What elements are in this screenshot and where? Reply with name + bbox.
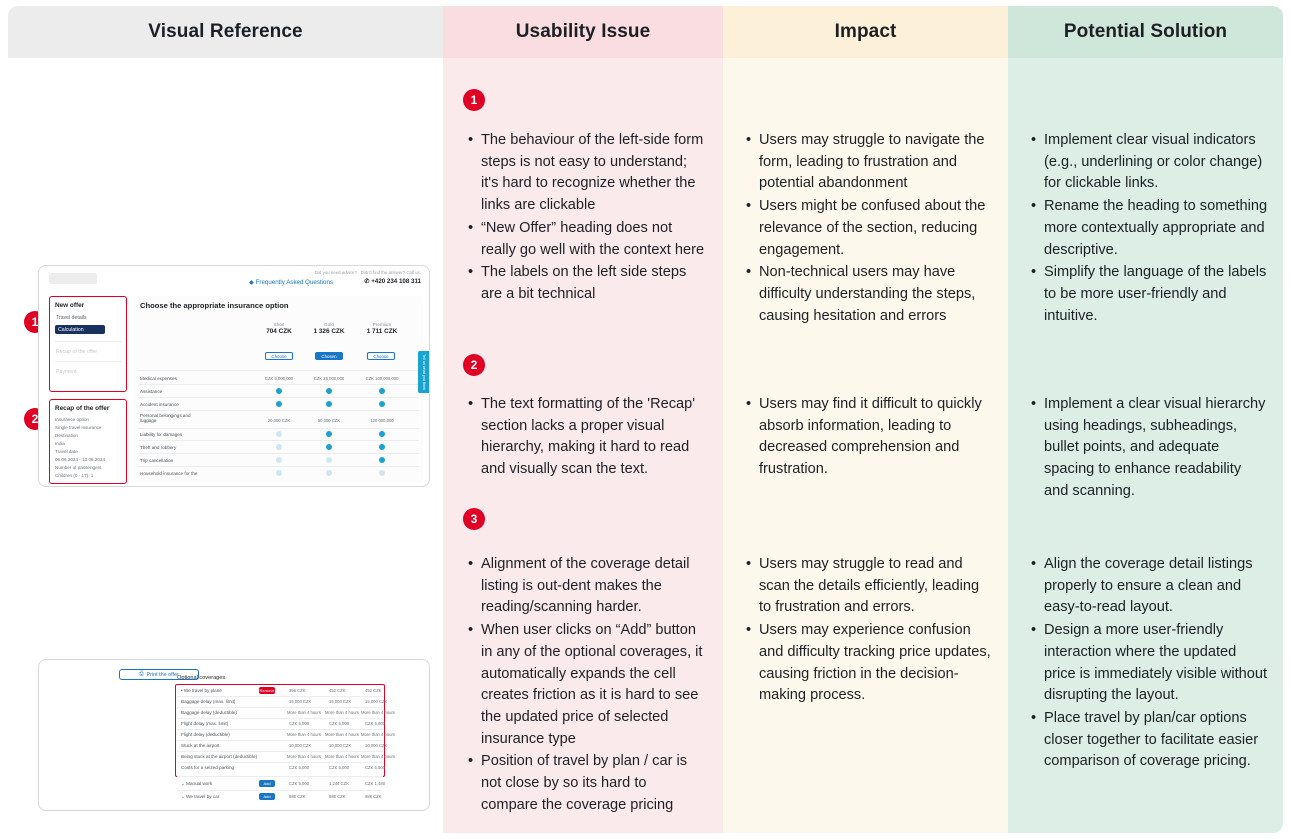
mock-recap-item-3: India [55, 441, 65, 446]
mock-check-2-0 [276, 401, 282, 407]
mock2-row-5-val-2: 10,000 CZK [365, 743, 388, 748]
mock2-row-8-val-2: CZK 1,480 [365, 781, 386, 786]
solution-block-3 [1030, 554, 1269, 774]
mock-row-divider-5 [138, 453, 419, 454]
mock2-row-2-val-0: More than 4 hours [287, 710, 321, 715]
mock2-row-0-val-1: 452 CZK [329, 688, 346, 693]
mock-recap-item-6: Number of passengers [55, 465, 102, 470]
column-header-potential-solution-label: Potential Solution [1063, 21, 1228, 42]
mock2-row-8-val-1: 1,244 CZK [329, 781, 350, 786]
column-header-visual-reference [8, 6, 443, 58]
mock-check-1-2 [379, 388, 385, 394]
mock2-row-6-val-2: More than 4 hours [361, 754, 395, 759]
column-header-usability-issue [443, 6, 723, 58]
impact-block-2 [745, 394, 992, 482]
mock2-row-4-label: Flight delay (deductible) [181, 732, 230, 737]
mock-check-7-1 [326, 470, 332, 476]
column-header-impact [723, 6, 1008, 58]
mock-form-step-recap[interactable]: Recap of the offer [56, 349, 98, 355]
mock-plan-1-button[interactable] [315, 352, 343, 360]
potential-solution-column [1008, 58, 1283, 833]
mock-coverage-row-0-val-1: CZK 25,000,000 [313, 376, 345, 381]
issue-badge-1 [463, 89, 485, 111]
mock-answer-note-label: Didn't find the answer? Call us. [360, 270, 421, 275]
mock2-row-7-label: Costs for a seized parking [181, 765, 235, 770]
mock2-row-0-label: • We travel by plane [181, 688, 222, 693]
printer-icon: ⎙ [139, 671, 144, 677]
column-header-impact-label: Impact [834, 21, 897, 42]
mock-print-offer-button-label: Print the offer [146, 671, 179, 678]
screenshot-mock-calculation [38, 265, 430, 487]
impact-1-item-1: • Users might be confused about the relevance of the section, reducing engagement. [745, 196, 992, 261]
mock-faq-link[interactable]: ◆ Frequently Asked Questions [249, 279, 333, 286]
mock-recap-item-5: 06.06.2024 - 13.06.2024 [55, 457, 106, 462]
mock-coverage-row-0-val-2: CZK 100,000,000 [365, 376, 399, 381]
issue-block-1 [467, 130, 705, 307]
mock-form-step-calculation[interactable] [55, 325, 105, 334]
mock-form-step-travel-details[interactable]: Travel details [56, 315, 87, 321]
impact-3-item-0: • Users may struggle to read and scan the details efficiently, leading to frustration and errors. [745, 554, 992, 619]
mock2-row-1-val-1: 15,000 CZK [329, 699, 352, 704]
usability-issue-column [443, 58, 723, 833]
mock2-row-9-val-1: 988 CZK [329, 794, 346, 799]
impact-3-item-1: • Users may experience confusion and difficulty tracking price updates, causing friction in the decision-making process. [745, 620, 992, 707]
mock-plan-0-name: Short [273, 322, 285, 327]
mock-form-step-calculation-label: Calculation [58, 327, 84, 333]
solution-1-item-0: • Implement clear visual indicators (e.g., underlining or color change) for clickable links. [1030, 130, 1269, 195]
mock-feedback-tab-label: Tell us what you think [422, 354, 426, 391]
mock2-divider-5 [177, 751, 383, 752]
mock-check-6-2 [379, 457, 385, 463]
mock2-row-9-text: We travel by car [186, 794, 220, 799]
mock-recap-panel [49, 399, 127, 484]
mock2-row-3-val-1: CZK 5,000 [329, 721, 350, 726]
mock-table-divider [138, 370, 419, 371]
solution-3-item-0: • Align the coverage detail listings properly to ensure a clean and easy-to-read layout. [1030, 554, 1269, 619]
mock2-divider-4 [177, 740, 383, 741]
mock-plan-2-button[interactable] [367, 352, 395, 360]
mock2-row-1-val-0: 15,000 CZK [289, 699, 312, 704]
solution-1-item-2: • Simplify the language of the labels to be more user-friendly and intuitive. [1030, 262, 1269, 327]
mock2-row-8-text: Manual work [186, 781, 213, 786]
mock-recap-item-4: Travel date [55, 449, 78, 454]
mock-plan-0-button[interactable] [265, 352, 293, 360]
mock-check-6-0 [276, 457, 282, 463]
mock2-divider-3 [177, 729, 383, 730]
mock-check-5-2 [379, 444, 385, 450]
mock-row-divider-3 [138, 428, 419, 429]
column-header-potential-solution [1008, 6, 1283, 58]
issue-badge-3-label: 3 [470, 512, 478, 526]
issue-3-item-2: • Position of travel by plan / car is not close by so its hard to compare the coverage pricing [467, 751, 705, 816]
column-header-visual-reference-label: Visual Reference [148, 21, 303, 42]
mock-coverage-row-7-label: Household insurance for the [140, 471, 198, 476]
mock-check-2-2 [379, 401, 385, 407]
mock-recap-title: Recap of the offer [55, 405, 110, 412]
mock-feedback-tab[interactable] [418, 351, 429, 393]
mock-coverage-row-3-val-0: 20,000 CZK [267, 418, 291, 423]
mock-recap-item-1: Single travel insurance [55, 425, 102, 430]
mock-plan-1-button-label: Chosen [321, 353, 337, 359]
mock-plan-2-name: Premium [372, 322, 392, 327]
mock-row-divider-1 [138, 397, 419, 398]
mock2-row-2-val-2: More than 4 hours [361, 710, 395, 715]
mock-row-divider-4 [138, 440, 419, 441]
mock-coverage-row-2-label: Accident insurance [140, 402, 179, 407]
mock-coverage-row-1-label: Assistance [140, 389, 163, 394]
mock2-divider-2 [177, 718, 383, 719]
mock-coverage-row-3-val-1: 50,000 CZK [317, 418, 341, 423]
mock-offer-table-title: Choose the appropriate insurance option [140, 301, 289, 310]
mock2-row-2-label: Baggage delay (deductible) [181, 710, 237, 715]
screenshot-mock-optional-coverages [38, 659, 430, 811]
mock-optional-coverages-title: Optional coverages [177, 675, 226, 681]
issue-1-item-0: • The behaviour of the left-side form steps is not easy to understand; it's hard to recognize whether the links are clickable [467, 130, 705, 217]
issue-block-3 [467, 554, 705, 817]
mock2-row-6-val-0: More than 4 hours [287, 754, 321, 759]
mock-offer-table [134, 296, 423, 482]
issue-badge-3 [463, 508, 485, 530]
issue-3-item-1: • When user clicks on “Add” button in any of the optional coverages, it automatically expands the cell creates friction as it is hard to see the updated price of selected insurance type [467, 620, 705, 750]
mock2-row-7-val-2: CZK 5,000 [365, 765, 386, 770]
impact-block-1 [745, 130, 992, 328]
mock-row-divider-2 [138, 410, 419, 411]
mock-plan-0-button-label: Choose [271, 353, 287, 359]
issue-badge-2 [463, 354, 485, 376]
mock-advice-note [315, 270, 421, 275]
mock2-row-2-val-1: More than 4 hours [325, 710, 359, 715]
mock-coverage-row-4-label: Liability for damages [140, 432, 183, 437]
mock2-row-8-action[interactable] [259, 780, 275, 787]
mock-plan-2-button-label: Choose [373, 353, 389, 359]
mock2-row-4-val-2: More than 4 hours [361, 732, 395, 737]
mock2-row-0-text: We travel by plane [183, 688, 222, 693]
mock2-row-8-label: ⌄ Manual work [181, 781, 213, 786]
mock2-row-9-action[interactable] [259, 793, 275, 800]
mock-row-divider-0 [138, 384, 419, 385]
solution-1-item-1: • Rename the heading to something more contextually appropriate and descriptive. [1030, 196, 1269, 261]
visual-reference-column [8, 58, 443, 833]
mock2-divider-6 [177, 762, 383, 763]
mock-check-7-2 [379, 470, 385, 476]
mock2-row-7-val-0: CZK 5,000 [289, 765, 310, 770]
mock-plan-2-price: 1 711 CZK [366, 328, 398, 335]
marker-badge-1-label: 1 [31, 315, 39, 329]
mock2-row-4-val-0: More than 4 hours [287, 732, 321, 737]
mock-coverage-row-6-label: Trip cancellation [140, 458, 174, 463]
mock-divider-2 [55, 361, 122, 362]
issue-badge-1-label: 1 [470, 93, 478, 107]
mock2-row-5-label: Stuck at the airport [181, 743, 220, 748]
mock2-divider-8 [177, 790, 383, 791]
solution-3-item-1: • Design a more user-friendly interaction where the updated price is immediately visible without disrupting the layout. [1030, 620, 1269, 707]
mock2-divider-7 [177, 776, 383, 777]
mock2-divider-1 [177, 707, 383, 708]
mock-recap-item-2: Destination [55, 433, 78, 438]
issue-badge-2-label: 2 [470, 358, 478, 372]
issue-2-item-0: • The text formatting of the 'Recap' section lacks a proper visual hierarchy, making it hard to read and visually scan the text. [467, 394, 705, 481]
mock-logo-placeholder [49, 273, 97, 284]
issue-1-item-2: • The labels on the left side steps are a bit technical [467, 262, 705, 305]
mock2-row-6-label: Being stuck at the airport (deductible) [181, 754, 258, 759]
mock-check-5-0 [276, 444, 282, 450]
impact-block-3 [745, 554, 992, 708]
mock2-row-9-val-2: 988 CZK [365, 794, 382, 799]
mock-recap-item-7: Children (0 - 17): 1 [55, 473, 94, 478]
mock2-row-1-label: Baggage delay (max. limit) [181, 699, 236, 704]
mock2-row-5-val-0: 10,000 CZK [289, 743, 312, 748]
mock2-row-6-val-1: More than 4 hours [325, 754, 359, 759]
mock-check-4-1 [326, 431, 332, 437]
mock2-row-9-label: ⌄ We travel by car [181, 794, 220, 799]
mock-check-4-2 [379, 431, 385, 437]
issue-3-item-0: • Alignment of the coverage detail listing is out-dent makes the reading/scanning harder. [467, 554, 705, 619]
mock-check-2-1 [326, 401, 332, 407]
mock-phone-number: ✆ +420 234 108 311 [364, 278, 421, 285]
mock-check-1-1 [326, 388, 332, 394]
issue-block-2 [467, 394, 705, 482]
mock2-row-8-action-label: Add [263, 781, 271, 786]
mock-form-steps-panel [49, 296, 127, 392]
mock-check-1-0 [276, 388, 282, 394]
mock2-row-4-val-1: More than 4 hours [325, 732, 359, 737]
mock2-divider-0 [177, 696, 383, 697]
mock2-row-5-val-1: 10,000 CZK [329, 743, 352, 748]
marker-badge-2-label: 2 [31, 412, 39, 426]
mock-advice-note-label: Did you need advice? [314, 270, 357, 275]
mock-form-step-payment[interactable]: Payment [56, 369, 77, 375]
mock-plan-1-price: 1 326 CZK [313, 328, 345, 335]
mock2-row-3-val-0: CZK 5,000 [289, 721, 310, 726]
mock2-row-0-val-2: 452 CZK [365, 688, 382, 693]
mock-plan-1-name: Gold [324, 322, 334, 327]
mock2-row-9-action-label: Add [263, 794, 271, 799]
mock-coverage-row-0-val-0: CZK 5,000,000 [264, 376, 294, 381]
mock2-row-3-label: Flight delay (max. limit) [181, 721, 229, 726]
mock2-row-3-val-2: CZK 5,000 [365, 721, 386, 726]
mock-check-5-1 [326, 444, 332, 450]
mock2-row-0-action[interactable] [259, 687, 275, 694]
issue-1-item-1: • “New Offer” heading does not really go well with the context here [467, 218, 705, 261]
mock-optional-coverages-highlight [175, 684, 388, 777]
mock-coverage-row-3-val-2: 120 000,000 [370, 418, 394, 423]
mock-check-4-0 [276, 431, 282, 437]
mock-plan-0-price: 704 CZK [266, 328, 292, 335]
impact-column [723, 58, 1008, 833]
mock-phone-number-label: +420 234 108 311 [371, 278, 421, 285]
analysis-table [8, 6, 1283, 833]
mock-form-steps-title: New offer [55, 302, 85, 309]
impact-2-item-0: • Users may find it difficult to quickly absorb information, leading to decreased comprehension and frustration. [745, 394, 992, 481]
mock-divider-1 [55, 341, 122, 342]
mock2-row-0-action-label: Remove [259, 688, 275, 693]
impact-1-item-0: • Users may struggle to navigate the form, leading to frustration and potential abandonment [745, 130, 992, 195]
mock2-row-8-val-0: CZK 5,000 [289, 781, 310, 786]
mock-coverage-row-0-label: Medical expenses [140, 376, 177, 381]
solution-block-2 [1030, 394, 1269, 504]
solution-3-item-2: • Place travel by plan/car options closer together to facilitate easier comparison of coverage pricing. [1030, 708, 1269, 773]
impact-1-item-2: • Non-technical users may have difficulty understanding the steps, causing hesitation and errors [745, 262, 992, 327]
mock-recap-item-0: Insurance option [55, 417, 89, 422]
mock2-row-1-val-2: 15,000 CZK [365, 699, 388, 704]
solution-2-item-0: • Implement a clear visual hierarchy using headings, subheadings, bullet points, and adequate spacing to enhance readability and scanning. [1030, 394, 1269, 503]
solution-block-1 [1030, 130, 1269, 328]
mock2-row-0-val-0: 356 CZK [289, 688, 306, 693]
mock-check-7-0 [276, 470, 282, 476]
mock-faq-link-label: Frequently Asked Questions [255, 279, 333, 286]
mock-check-6-1 [326, 457, 332, 463]
mock2-row-7-val-1: CZK 5,000 [329, 765, 350, 770]
mock2-row-9-val-0: 988 CZK [289, 794, 306, 799]
mock-row-divider-6 [138, 466, 419, 467]
column-header-usability-issue-label: Usability Issue [515, 21, 651, 42]
mock-coverage-row-5-label: Theft and robbery [140, 445, 177, 450]
mock-coverage-row-3-label: Personal belongings and luggage [140, 413, 191, 423]
